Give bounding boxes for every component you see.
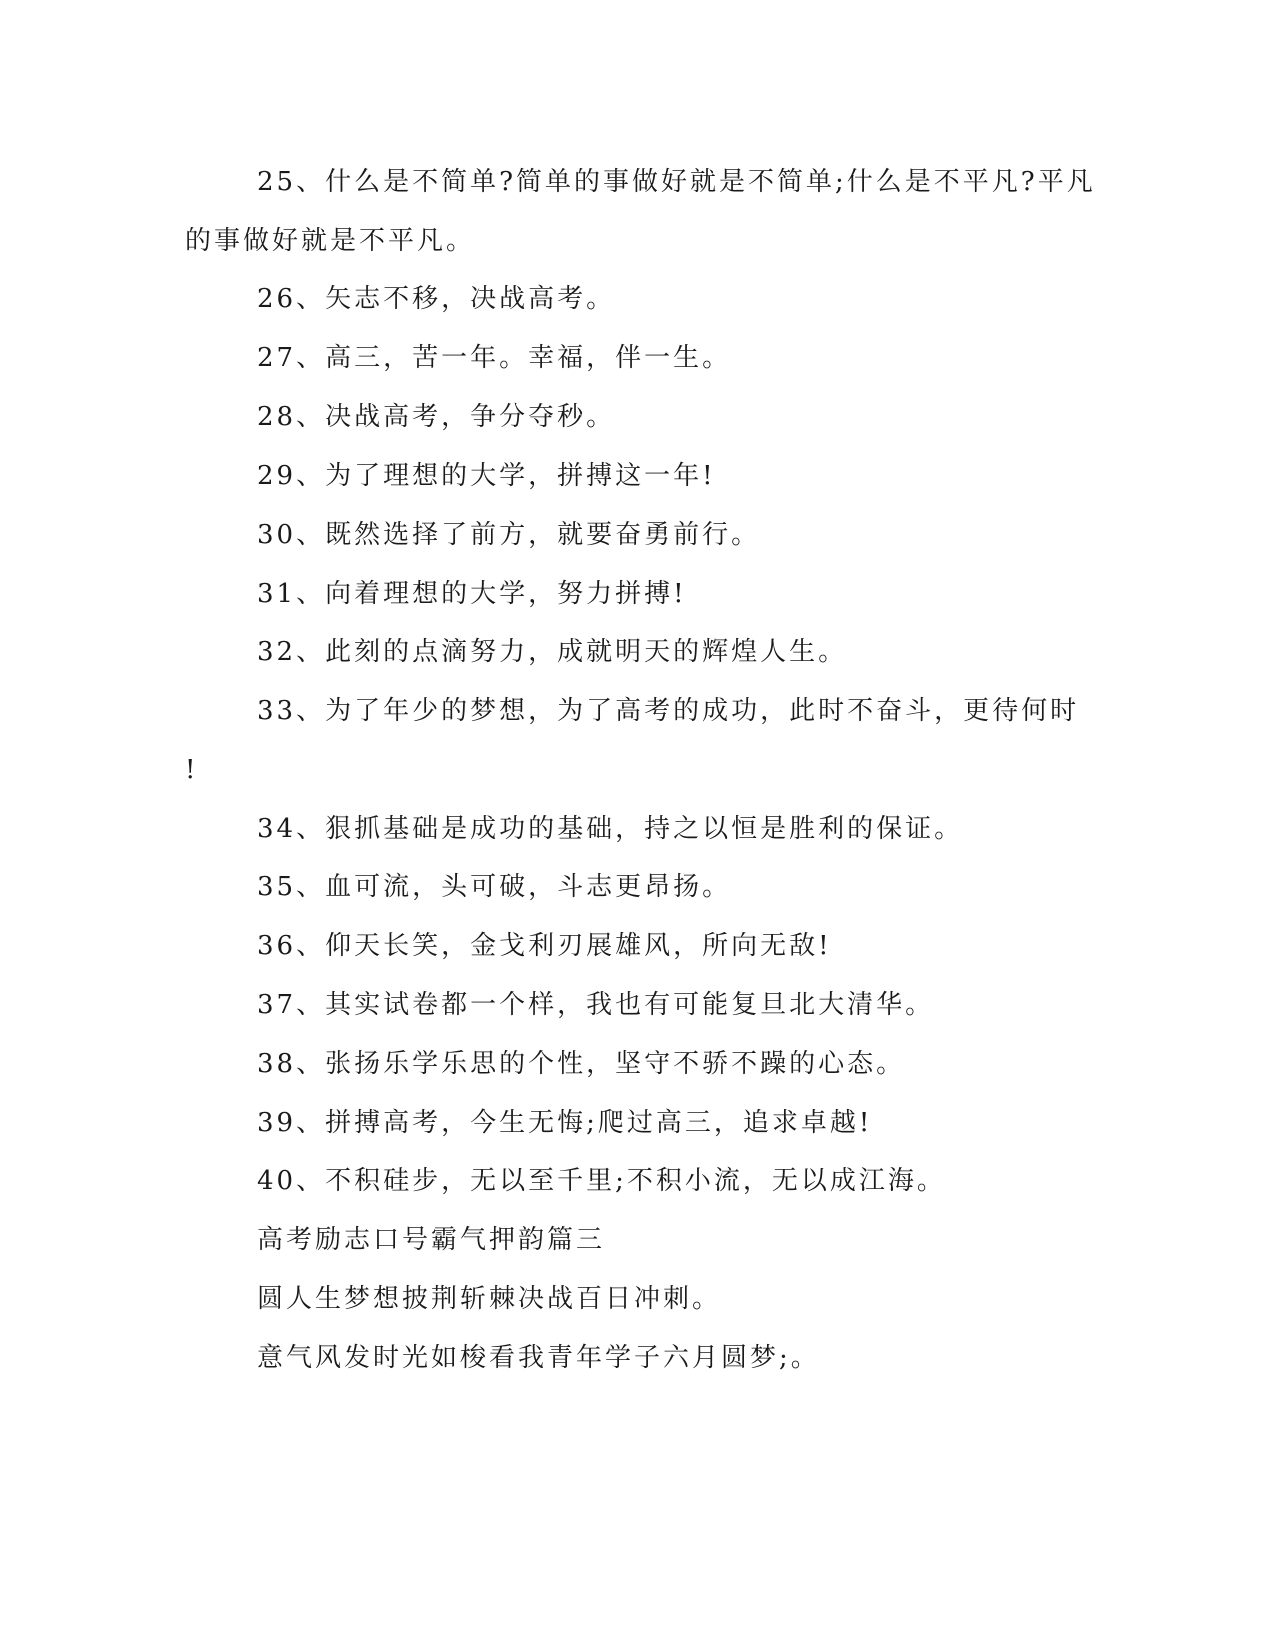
slogan-32: 32、此刻的点滴努力，成就明天的辉煌人生。 <box>257 637 848 667</box>
slogan-26: 26、矢志不移，决战高考。 <box>257 284 616 314</box>
slogan-29: 29、为了理想的大学，拼搏这一年! <box>257 461 716 491</box>
slogan-40: 40、不积硅步，无以至千里;不积小流，无以成江海。 <box>257 1166 946 1196</box>
slogan-37: 37、其实试卷都一个样，我也有可能复旦北大清华。 <box>257 990 935 1020</box>
slogan-36: 36、仰天长笑，金戈利刃展雄风，所向无敌! <box>257 931 832 961</box>
slogan-35: 35、血可流，头可破，斗志更昂扬。 <box>257 872 732 902</box>
section-slogan-1: 圆人生梦想披荆斩棘决战百日冲刺。 <box>257 1284 722 1314</box>
slogan-25-line-1: 25、什么是不简单?简单的事做好就是不简单;什么是不平凡?平凡 <box>257 167 1096 197</box>
slogan-34: 34、狠抓基础是成功的基础，持之以恒是胜利的保证。 <box>257 814 964 844</box>
slogan-31: 31、向着理想的大学，努力拼搏! <box>257 579 687 609</box>
slogan-30: 30、既然选择了前方，就要奋勇前行。 <box>257 520 761 550</box>
slogan-33-line-2: ! <box>185 755 199 785</box>
slogan-39: 39、拼搏高考，今生无悔;爬过高三，追求卓越! <box>257 1108 873 1138</box>
slogan-28: 28、决战高考，争分夺秒。 <box>257 402 616 432</box>
slogan-25-line-2: 的事做好就是不平凡。 <box>185 226 476 256</box>
slogan-33-line-1: 33、为了年少的梦想，为了高考的成功，此时不奋斗，更待何时 <box>257 696 1080 726</box>
slogan-27: 27、高三，苦一年。幸福，伴一生。 <box>257 343 732 373</box>
slogan-38: 38、张扬乐学乐思的个性，坚守不骄不躁的心态。 <box>257 1049 906 1079</box>
section-slogan-2: 意气风发时光如梭看我青年学子六月圆梦;。 <box>257 1343 820 1373</box>
section-heading: 高考励志口号霸气押韵篇三 <box>257 1225 606 1255</box>
